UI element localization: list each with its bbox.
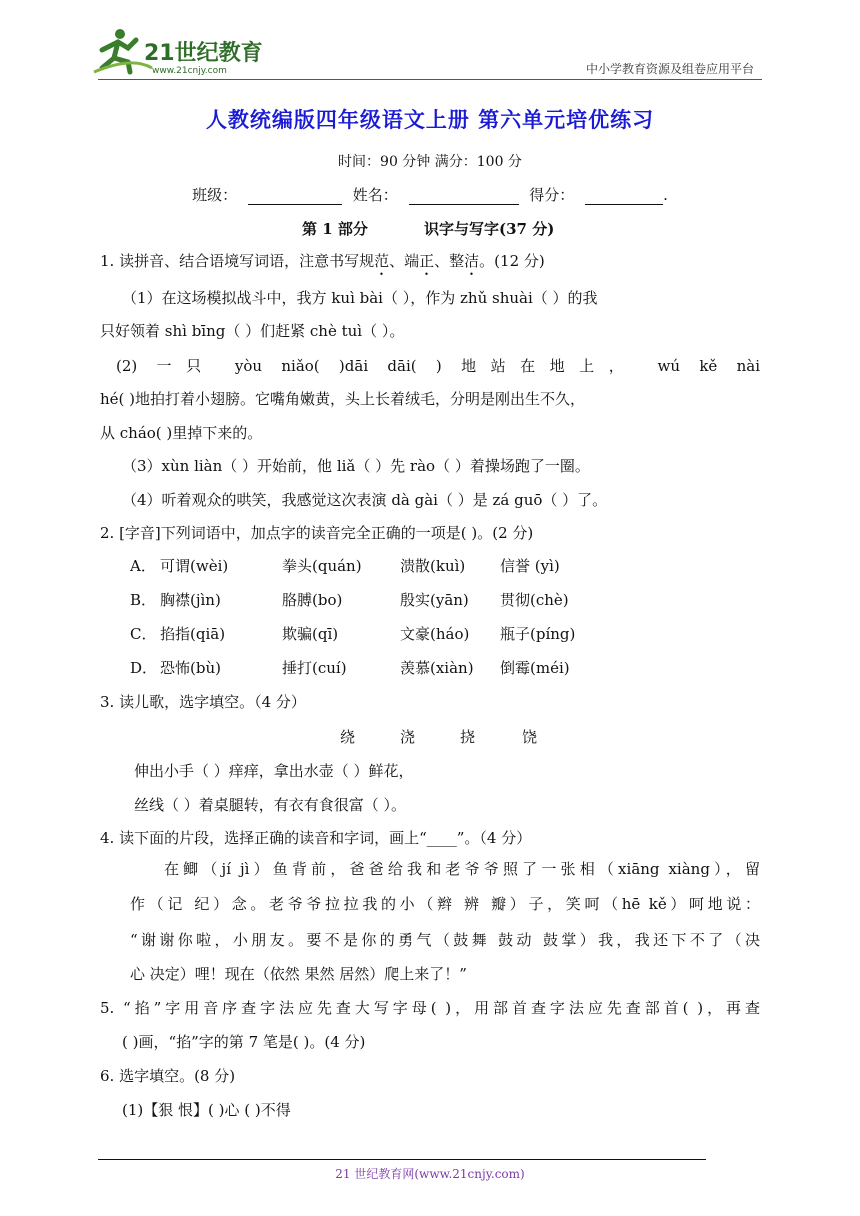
q2-option-item: 胸襟(jìn) [160,591,221,609]
q4-line: “谢谢你啦，小朋友。要不是你的勇气（鼓舞 鼓动 鼓掌）我，我还下不了（决 [130,931,760,949]
q2-option-letter: B． [130,591,157,609]
class-blank[interactable] [248,188,342,205]
q1-stem: 1. 读拼音、结合语境写词语，注意书写规范、端正、整洁。(12 分) [100,252,545,270]
platform-name: 中小学教育资源及组卷应用平台 [585,62,754,76]
q1-line: (2) 一只 yòu niǎo( )dāi dāi( ) 地站在地上， wú kě nài [116,357,760,375]
name-label: 姓名： [352,186,398,204]
q3-line: 丝线（ ）着桌腿转，有衣有食很富（ ）。 [134,796,407,814]
q3-stem: 3. 读儿歌，选字填空。（4 分） [100,693,306,711]
score-blank[interactable] [585,188,663,205]
q2-option-item: 可谓(wèi) [160,557,229,575]
q2-option-letter: A． [130,557,156,575]
q2-option-item: 掐指(qiā) [160,625,226,643]
exam-meta: 时间：90 分钟 满分：100 分 [338,154,522,170]
q3-char: 绕 [340,728,356,746]
q1-line: 从 cháo( )里掉下来的。 [100,424,263,442]
page-title: 人教统编版四年级语文上册 第六单元培优练习 [205,108,655,132]
q2-option-item: 拳头(quán) [282,557,362,575]
q2-option-item: 殷实(yān) [400,591,469,609]
q2-option-item: 贯彻(chè) [500,591,569,609]
q2-option-letter: D． [130,659,158,677]
q3-char: 浇 [400,728,416,746]
q4-line: 心 决定）哩！现在（依然 果然 居然）爬上来了！” [130,965,467,983]
q3-line: 伸出小手（ ）痒痒，拿出水壶（ ）鲜花， [134,762,414,780]
svg-text:www.21cnjy.com: www.21cnjy.com [152,66,227,76]
q3-char: 挠 [460,728,476,746]
svg-text:21世纪教育: 21世纪教育 [144,41,263,66]
q1-line: （1）在这场模拟战斗中，我方 kuì bài（ ），作为 zhǔ shuài（ ）的我 [122,289,598,307]
q2-option-item: 捶打(cuí) [282,659,347,677]
q2-option-item: 羡慕(xiàn) [400,659,474,677]
q4-line: 作（记 纪）念。老爷爷拉拉我的小（辫 辨 瓣）子，笑呵（hē kě）呵地说： [130,895,760,913]
q4-line: 在鲫（jí jì）鱼背前，爸爸给我和老爷爷照了一张相（xiāng xiàng），留 [164,860,760,878]
q2-option-item: 瓶子(píng) [500,625,576,643]
score-label: 得分： [529,186,575,204]
footer-divider [98,1159,706,1160]
q2-option-item: 恐怖(bù) [160,659,221,677]
q2-option-item: 信誉 (yì) [500,557,560,575]
logo [92,26,264,78]
part-label: 第 1 部分 [302,220,368,238]
footer-text: 21 世纪教育网(www.21cnjy.com) [335,1167,525,1181]
info-end: . [663,186,668,204]
part-title: 识字与写字(37 分) [424,220,555,238]
q5-line: 5. “掐”字用音序查字法应先查大写字母( )，用部首查字法应先查部首( )，再查 [100,999,760,1017]
q6-stem: 6. 选字填空。(8 分) [100,1067,236,1085]
q2-option-letter: C． [130,625,157,643]
q4-stem: 4. 读下面的片段，选择正确的读音和字词，画上“____”。（4 分） [100,829,532,847]
q5-line: ( )画，“掐”字的第 7 笔是( )。(4 分) [122,1033,366,1051]
class-label: 班级： [192,186,238,204]
q2-option-item: 欺骗(qī) [282,625,339,643]
name-blank[interactable] [409,188,519,205]
student-info [0,184,860,205]
q3-char: 饶 [522,728,538,746]
q2-option-item: 文豪(háo) [400,625,470,643]
q2-option-item: 倒霉(méi) [500,659,570,677]
q1-line: （3）xùn liàn（ ）开始前，他 liǎ（ ）先 rào（ ）着操场跑了一圈。 [122,457,590,475]
q1-line: （4）听着观众的哄笑，我感觉这次表演 dà gài（ ）是 zá guō（ ）了。 [122,491,608,509]
q2-option-item: 胳膊(bo) [282,591,343,609]
q6-line: (1)【狠 恨】( )心 ( )不得 [122,1101,291,1119]
q2-stem: 2. [字音]下列词语中，加点字的读音完全正确的一项是( )。(2 分) [100,524,534,542]
q1-line: 只好领着 shì bīng（ ）们赶紧 chè tuì（ ）。 [100,322,405,340]
header-divider [98,79,762,80]
q1-line: hé( )地拍打着小翅膀。它嘴角嫩黄，头上长着绒毛，分明是刚出生不久， [100,390,586,408]
q2-option-item: 溃散(kuì) [400,557,466,575]
